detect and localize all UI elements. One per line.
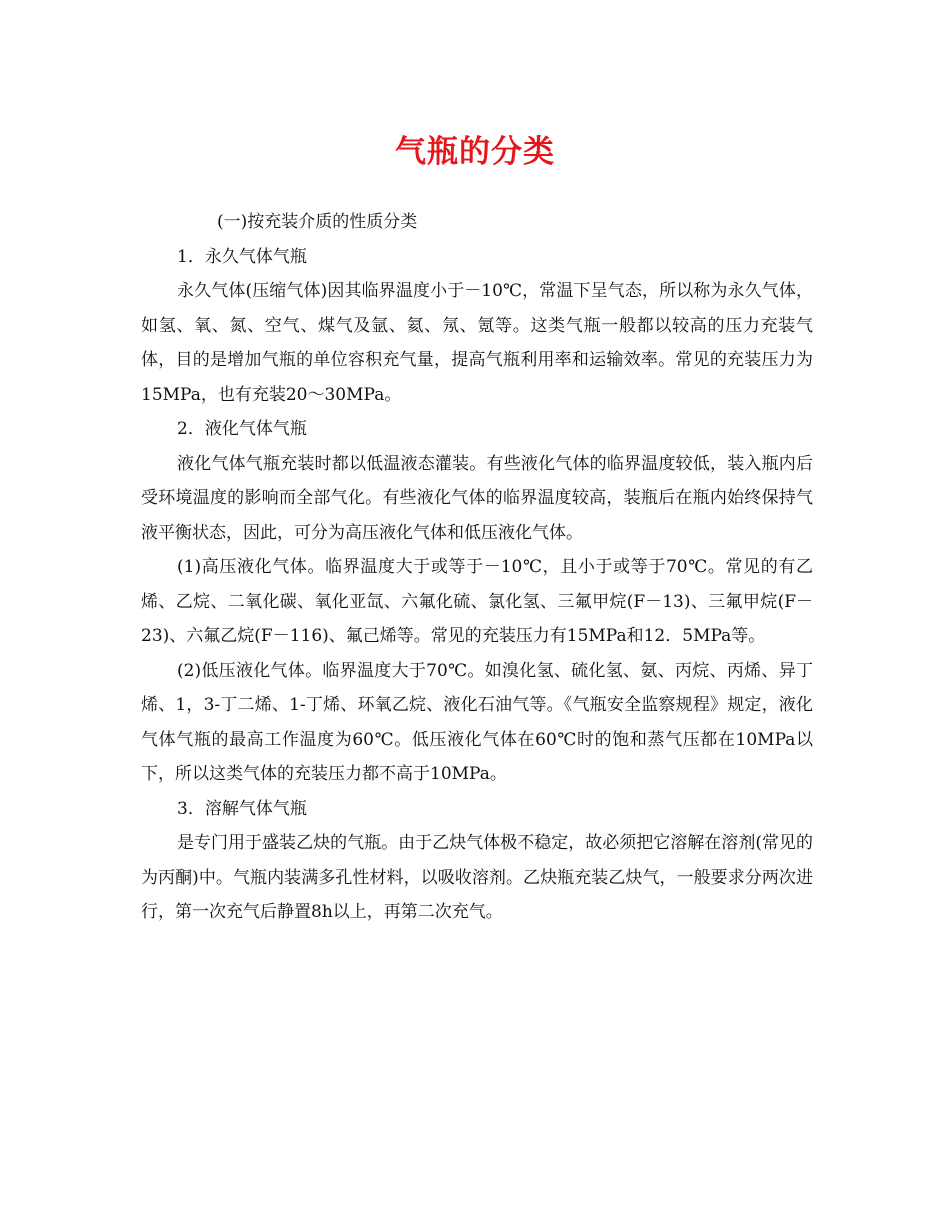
subheading-dissolved-gas-cylinder: 3．溶解气体气瓶 — [177, 798, 307, 819]
paragraph-high-pressure-liquefied-gas: (1)高压液化气体。临界温度大于或等于－10℃，且小于或等于70℃。常见的有乙烯、乙烷、二氧化碳、氧化亚氙、六氟化硫、氯化氢、三氟甲烷(F－13)、三氟甲烷(F－23)、六氟乙烷(F－116)、氟己烯等。常见的充装压力有15MPa和12．5MPa等。 — [141, 557, 813, 646]
subheading-liquefied-gas-cylinder: 2．液化气体气瓶 — [177, 419, 307, 439]
paragraph-dissolved-gas: 是专门用于盛装乙炔的气瓶。由于乙炔气体极不稳定，故必须把它溶解在溶剂(常见的为丙酮)中。气瓶内装满多孔性材料，以吸收溶剂。乙炔瓶充装乙炔气，一般要求分两次进行，第一次充气后静置8h以上，再第二次充气。 — [141, 833, 813, 922]
paragraph-low-pressure-liquefied-gas: (2)低压液化气体。临界温度大于70℃。如溴化氢、硫化氢、氨、丙烷、丙烯、异丁烯、1，3-丁二烯、1-丁烯、环氧乙烷、液化石油气等。《气瓶安全监察规程》规定，液化气体气瓶的最高工作温度为60℃。低压液化气体在60℃时的饱和蒸气压都在10MPa以下，所以这类气体的充装压力都不高于10MPa。 — [141, 660, 813, 784]
paragraph-permanent-gas: 永久气体(压缩气体)因其临界温度小于－10℃，常温下呈气态，所以称为永久气体，如氢、氧、氮、空气、煤气及氩、氦、氖、氪等。这类气瓶一般都以较高的压力充装气体，目的是增加气瓶的单位容积充气量，提高气瓶利用率和运输效率。常见的充装压力为15MPa，也有充装20～30MPa。 — [141, 281, 813, 405]
document-body — [141, 205, 813, 930]
section-heading-classification: (一)按充装介质的性质分类 — [217, 212, 418, 232]
paragraph-liquefied-gas: 液化气体气瓶充装时都以低温液态灌装。有些液化气体的临界温度较低，装入瓶内后受环境温度的影响而全部气化。有些液化气体的临界温度较高，装瓶后在瓶内始终保持气液平衡状态，因此，可分为高压液化气体和低压液化气体。 — [141, 453, 813, 543]
document-title: 气瓶的分类 — [395, 134, 555, 170]
subheading-permanent-gas-cylinder: 1．永久气体气瓶 — [177, 246, 307, 267]
